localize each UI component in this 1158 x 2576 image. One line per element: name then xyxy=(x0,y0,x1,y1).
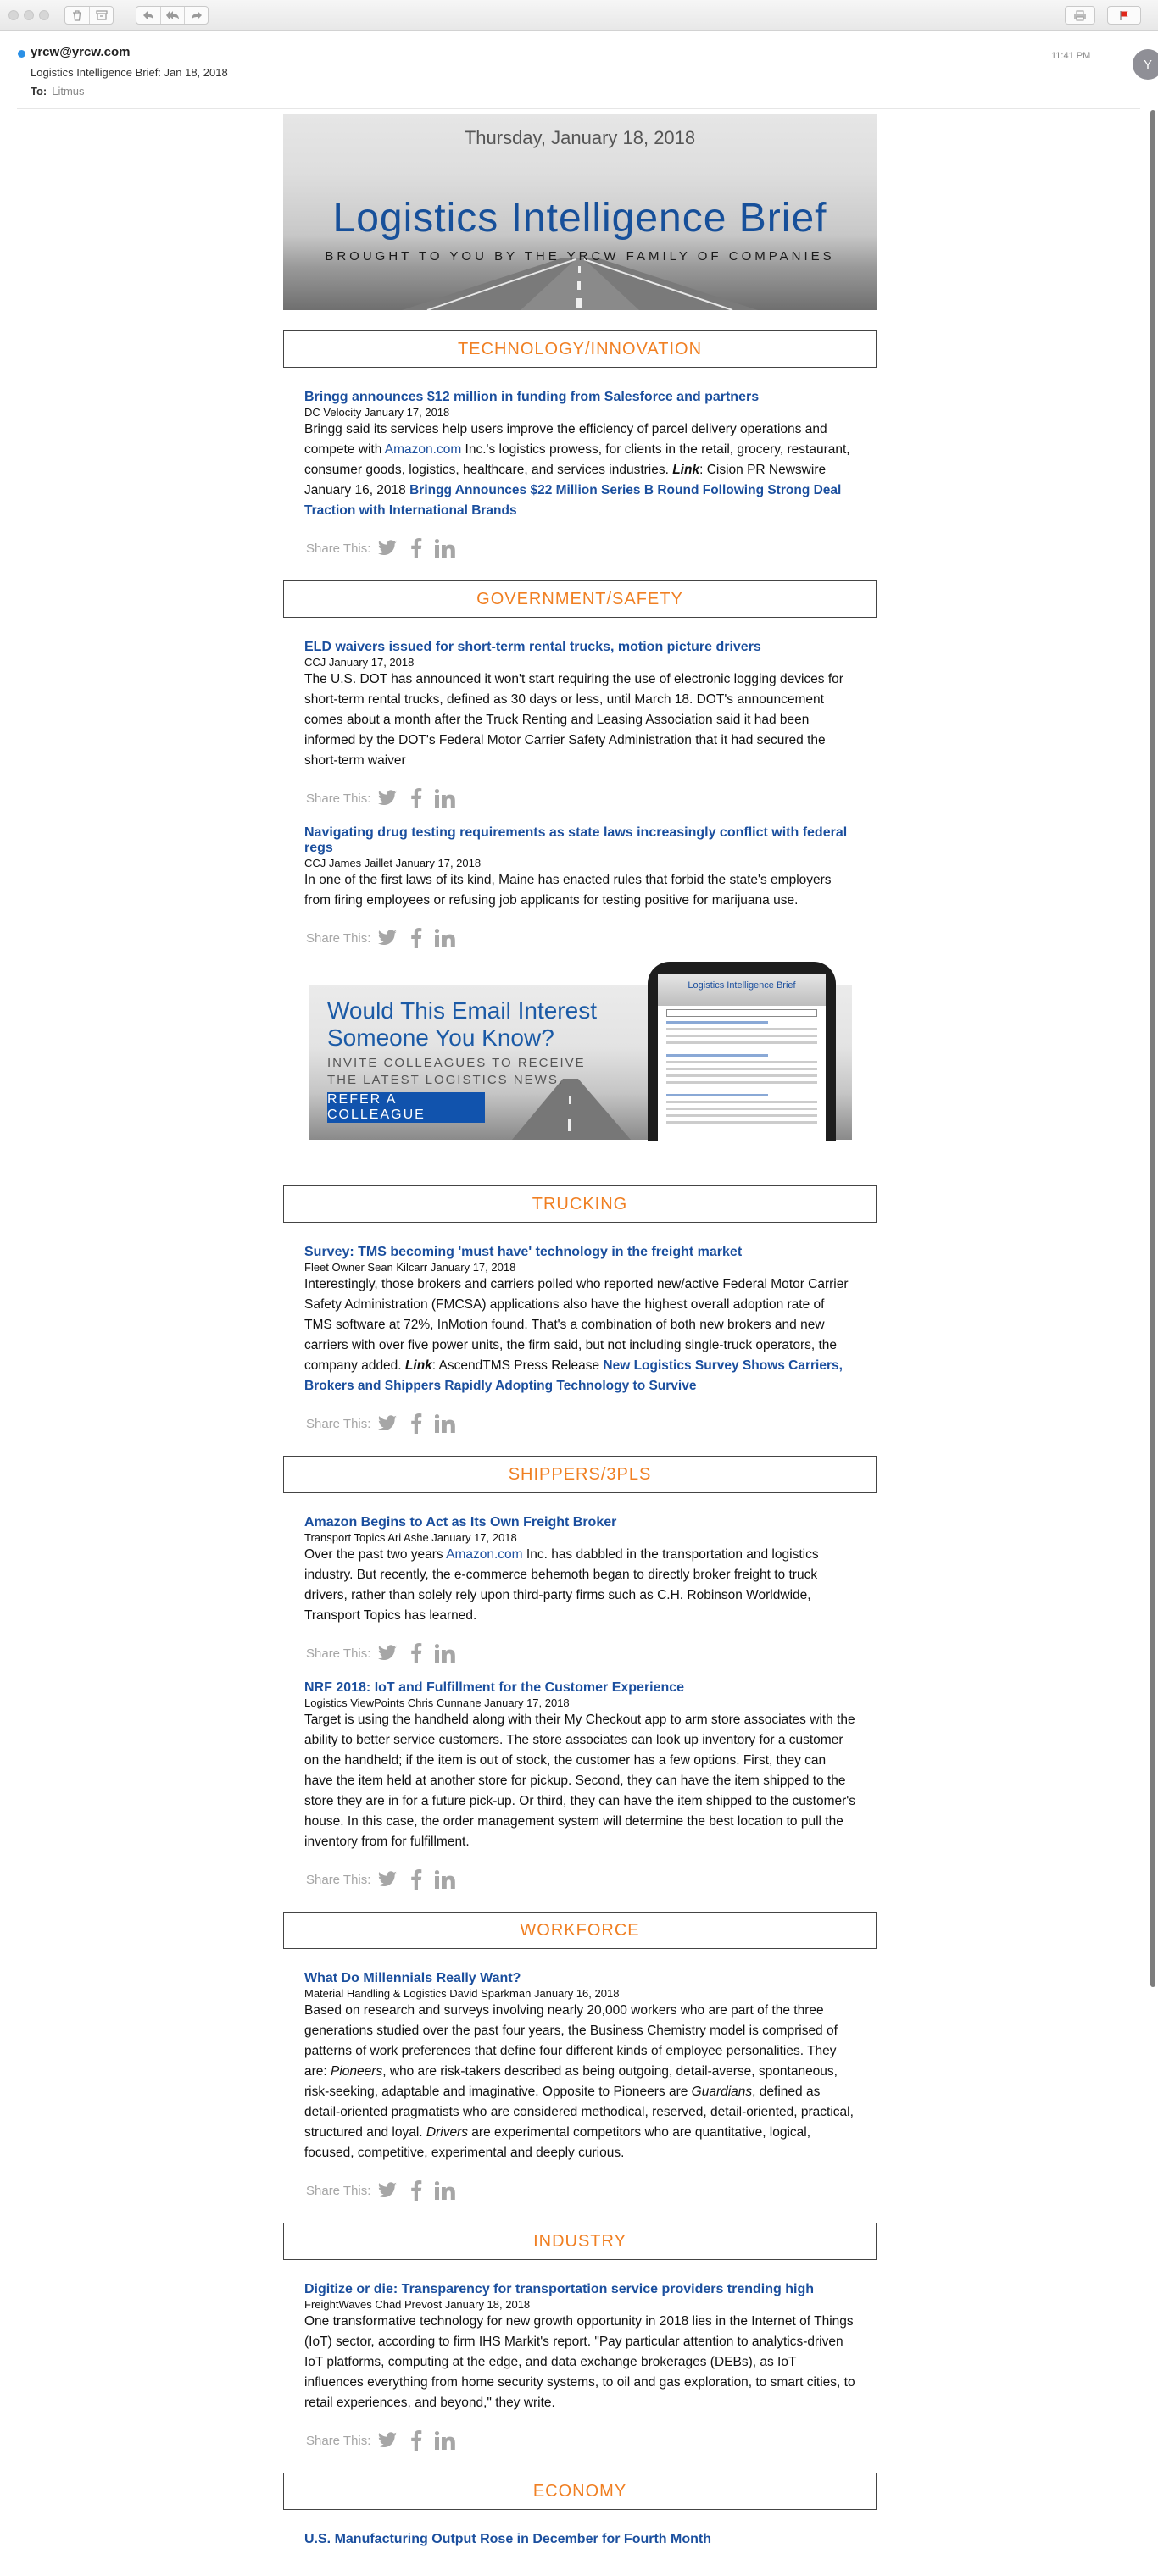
body-text: , who are risk-takers described as being outgoing, detail-averse, spontaneous, risk-seeking, adaptable and imaginative. Opposite to Pioneers are xyxy=(304,2064,838,2099)
share-bar xyxy=(304,2429,855,2452)
reply-icon[interactable] xyxy=(136,7,160,24)
facebook-icon[interactable] xyxy=(404,2179,428,2202)
article-meta: Fleet Owner Sean Kilcarr January 17, 2018 xyxy=(304,1261,516,1274)
article xyxy=(283,1680,877,1891)
twitter-icon[interactable] xyxy=(376,2179,399,2202)
section-heading-industry: INDUSTRY xyxy=(283,2223,877,2260)
newsletter xyxy=(283,114,877,2547)
twitter-icon[interactable] xyxy=(376,2429,399,2452)
article-body xyxy=(304,1545,855,1626)
article-meta: DC Velocity January 17, 2018 xyxy=(304,406,450,419)
body-text-italic: Drivers xyxy=(426,2125,468,2140)
article-body: Target is using the handheld along with their My Checkout app to arm store associates with the ability to better service customers. The store associates can look up inventory for a customer on the handheld; if the item is out of stock, the customer has a few options. First, they can have the item held at another store for pickup. Second, they can have the item shipped to the store they are in for a future pick-up. Or third, they can have the item shipped to the customer's house. In this case, the order management system will determine the best location to pull the inventory from for fulfillment. xyxy=(304,1713,855,1849)
refer-colleague-button[interactable]: REFER A COLLEAGUE xyxy=(327,1092,485,1123)
header-banner xyxy=(283,114,877,310)
message-time: 11:41 PM xyxy=(1051,51,1091,61)
phone-text-line xyxy=(666,1101,817,1103)
article xyxy=(283,390,877,560)
body-text: Bringg said its services help users improve the efficiency of parcel delivery operations and compete with xyxy=(304,422,827,457)
sender-avatar: Y xyxy=(1133,49,1158,80)
share-bar xyxy=(304,786,855,810)
promo-headline-line: Someone You Know? xyxy=(327,1024,554,1051)
road-illustration xyxy=(283,258,877,310)
article xyxy=(283,825,877,950)
section-heading-shippers: SHIPPERS/3PLS xyxy=(283,1456,877,1493)
section-heading-trucking: TRUCKING xyxy=(283,1185,877,1223)
phone-text-line xyxy=(666,1068,817,1070)
promo-subtext-line: THE LATEST LOGISTICS NEWS. xyxy=(327,1073,564,1087)
delete-archive-group xyxy=(64,6,114,25)
share-label: Share This: xyxy=(306,1872,371,1887)
archive-icon[interactable] xyxy=(89,7,113,24)
article xyxy=(283,1245,877,1435)
body-text: Inc.'s logistics prowess, for clients in the retail, grocery, restaurant, consumer goods, logistics, healthcare, and services industries. xyxy=(304,442,850,477)
share-label: Share This: xyxy=(306,1646,371,1661)
article xyxy=(283,1515,877,1665)
share-label: Share This: xyxy=(306,930,371,946)
facebook-icon[interactable] xyxy=(404,1412,428,1435)
close-window-button[interactable] xyxy=(8,10,19,20)
linkedin-icon[interactable] xyxy=(433,2429,457,2452)
toolbar xyxy=(0,0,1158,31)
promo-subtext xyxy=(327,1055,586,1089)
linkedin-icon[interactable] xyxy=(433,1641,457,1665)
article-body xyxy=(304,419,855,521)
body-text: Inc. has dabbled in the transportation and logistics industry. But recently, the e-commerce behemoth began to directly broker freight to truck drivers, rather than solely rely upon third-party firms such as C.H. Robinson Worldwide, Transport Topics has learned. xyxy=(304,1547,819,1623)
linkedin-icon[interactable] xyxy=(433,926,457,950)
linkedin-icon[interactable] xyxy=(433,536,457,560)
article-title[interactable]: Digitize or die: Transparency for transportation service providers trending high xyxy=(304,2282,815,2296)
share-label: Share This: xyxy=(306,541,371,556)
flag-icon[interactable] xyxy=(1108,7,1140,24)
phone-section-box xyxy=(666,1009,817,1017)
facebook-icon[interactable] xyxy=(404,786,428,810)
article-body xyxy=(304,2001,855,2163)
related-article-link[interactable]: Bringg Announces $22 Million Series B Round Following Strong Deal Traction with International Brands xyxy=(304,483,842,518)
print-icon[interactable] xyxy=(1066,7,1094,24)
phone-text-line xyxy=(666,1041,817,1044)
flag-group xyxy=(1107,6,1141,25)
forward-icon[interactable] xyxy=(184,7,208,24)
article xyxy=(283,2532,877,2547)
minimize-window-button[interactable] xyxy=(24,10,34,20)
article-title[interactable]: Bringg announces $12 million in funding from Salesforce and partners xyxy=(304,390,760,404)
article-title[interactable]: NRF 2018: IoT and Fulfillment for the Customer Experience xyxy=(304,1680,685,1695)
message-subject: Logistics Intelligence Brief: Jan 18, 2018 xyxy=(31,66,228,79)
phone-banner-title: Logistics Intelligence Brief xyxy=(688,980,796,991)
body-text: Over the past two years xyxy=(304,1547,447,1562)
section-heading-government: GOVERNMENT/SAFETY xyxy=(283,580,877,618)
scrollbar-thumb[interactable] xyxy=(1150,110,1155,1987)
recipient-line xyxy=(31,85,85,97)
phone-text-line xyxy=(666,1035,817,1037)
phone-text-line xyxy=(666,1028,817,1030)
phone-text-line xyxy=(666,1094,768,1096)
article xyxy=(283,2282,877,2452)
article xyxy=(283,640,877,810)
unread-indicator xyxy=(18,50,25,58)
share-bar xyxy=(304,1868,855,1891)
phone-screen xyxy=(658,974,826,1141)
trash-icon[interactable] xyxy=(65,7,89,24)
link-label: Link xyxy=(672,463,700,477)
phone-text-line xyxy=(666,1061,817,1063)
promo-subtext-line: INVITE COLLEAGUES TO RECEIVE xyxy=(327,1056,586,1070)
phone-text-line xyxy=(666,1074,817,1077)
facebook-icon[interactable] xyxy=(404,1868,428,1891)
linkedin-icon[interactable] xyxy=(433,1412,457,1435)
article-title[interactable]: What Do Millennials Really Want? xyxy=(304,1971,521,1985)
article-body: One transformative technology for new growth opportunity in 2018 lies in the Internet of Things (IoT) sector, according to firm IHS Markit's report. "Pay particular attention to analytics-driven IoT platforms, computing at the edge, and data exchange brokerages (DEBs), as IoT influences everything from home security systems, to oil and gas exploration, to smart cities, to retail experiences, and beyond," they write. xyxy=(304,2314,855,2410)
twitter-icon[interactable] xyxy=(376,1868,399,1891)
article-meta: Logistics ViewPoints Chris Cunnane January 17, 2018 xyxy=(304,1696,570,1709)
share-label: Share This: xyxy=(306,791,371,806)
print-group xyxy=(1065,6,1095,25)
share-label: Share This: xyxy=(306,2433,371,2448)
facebook-icon[interactable] xyxy=(404,1641,428,1665)
section-heading-technology: TECHNOLOGY/INNOVATION xyxy=(283,330,877,368)
article-title[interactable]: Amazon Begins to Act as Its Own Freight Broker xyxy=(304,1515,617,1530)
phone-text-line xyxy=(666,1121,817,1124)
promo-headline xyxy=(327,997,597,1052)
banner-title: Logistics Intelligence Brief xyxy=(332,196,827,241)
article-body: The U.S. DOT has announced it won't start requiring the use of electronic logging devices for short-term rental trucks, defined as 30 days or less, until March 18. DOT's announcement comes about a month after the Truck Renting and Leasing Association said it had been informed by the DOT's Federal Motor Carrier Safety Administration that it had secured the short-term waiver xyxy=(304,672,843,768)
article-meta: Transport Topics Ari Ashe January 17, 2018 xyxy=(304,1531,517,1544)
article xyxy=(283,1971,877,2202)
facebook-icon[interactable] xyxy=(404,926,428,950)
article-meta: CCJ James Jaillet January 17, 2018 xyxy=(304,857,482,869)
article-title[interactable]: Survey: TMS becoming 'must have' technology in the freight market xyxy=(304,1245,743,1259)
share-label: Share This: xyxy=(306,1416,371,1431)
to-label: To: xyxy=(31,85,47,97)
article-title[interactable]: Navigating drug testing requirements as state laws increasingly conflict with federal regs xyxy=(304,825,848,855)
phone-text-line xyxy=(666,1081,817,1084)
twitter-icon[interactable] xyxy=(376,1641,399,1665)
body-text: Based on research and surveys involving nearly 20,000 workers who are part of the three generations studied over the past four years, the Business Chemistry model is comprised of patterns of work preferences that define four different kinds of employee personalities. They are: xyxy=(304,2003,838,2079)
body-text: are experimental competitors who are quantitative, logical, focused, competitive, experimental and deeply curious. xyxy=(304,2125,811,2160)
linkedin-icon[interactable] xyxy=(433,1868,457,1891)
twitter-icon[interactable] xyxy=(376,1412,399,1435)
article-title[interactable]: U.S. Manufacturing Output Rose in December for Fourth Month xyxy=(304,2532,711,2546)
recipient-name[interactable]: Litmus xyxy=(52,85,85,97)
link-label: Link xyxy=(404,1358,432,1373)
sender-address[interactable]: yrcw@yrcw.com xyxy=(31,45,131,59)
amazon-link[interactable]: Amazon.com xyxy=(446,1547,523,1562)
phone-text-line xyxy=(666,1054,768,1057)
body-text: , defined as detail-oriented pragmatists who are considered methodical, reserved, detail-oriented, practical, structured and loyal. xyxy=(304,2085,854,2140)
zoom-window-button[interactable] xyxy=(39,10,49,20)
banner-tagline: BROUGHT TO YOU BY THE YRCW FAMILY OF COMPANIES xyxy=(325,249,835,264)
share-bar xyxy=(304,1641,855,1665)
linkedin-icon[interactable] xyxy=(433,786,457,810)
header-divider xyxy=(17,108,1140,109)
reply-group xyxy=(136,6,209,25)
body-text: : AscendTMS Press Release xyxy=(431,1358,604,1373)
facebook-icon[interactable] xyxy=(404,536,428,560)
refer-colleague-promo xyxy=(309,980,852,1140)
phone-mockup xyxy=(648,962,836,1141)
section-heading-economy: ECONOMY xyxy=(283,2473,877,2510)
amazon-link[interactable]: Amazon.com xyxy=(384,442,462,457)
article-meta: FreightWaves Chad Prevost January 18, 2018 xyxy=(304,2298,531,2311)
banner-date: Thursday, January 18, 2018 xyxy=(464,127,696,148)
share-bar xyxy=(304,536,855,560)
share-bar xyxy=(304,2179,855,2202)
linkedin-icon[interactable] xyxy=(433,2179,457,2202)
body-text: Interestingly, those brokers and carriers polled who reported new/active Federal Motor Carrier Safety Administration (FMCSA) applications also have the highest overall adoption rate of TMS software at 72%, InMotion found. That's a combination of both new brokers and new carriers with over five power units, the firm said, but not including single-truck operators, the company added. xyxy=(304,1277,849,1373)
article-title[interactable]: ELD waivers issued for short-term rental trucks, motion picture drivers xyxy=(304,640,761,654)
article-body xyxy=(304,1274,855,1396)
section-heading-workforce: WORKFORCE xyxy=(283,1912,877,1949)
article-meta: CCJ January 17, 2018 xyxy=(304,656,415,669)
share-bar xyxy=(304,926,855,950)
phone-text-line xyxy=(666,1114,817,1117)
twitter-icon[interactable] xyxy=(376,926,399,950)
promo-headline-line: Would This Email Interest xyxy=(327,997,597,1024)
reply-all-icon[interactable] xyxy=(160,7,184,24)
related-article-link[interactable]: New Logistics Survey Shows Carriers, Brokers and Shippers Rapidly Adopting Technology to Survive xyxy=(304,1358,843,1393)
phone-banner xyxy=(658,974,826,1006)
facebook-icon[interactable] xyxy=(404,2429,428,2452)
article-body: In one of the first laws of its kind, Maine has enacted rules that forbid the state's employers from firing employees or refusing job applicants for testing positive for marijuana use. xyxy=(304,873,832,908)
article-meta: Material Handling & Logistics David Sparkman January 16, 2018 xyxy=(304,1987,620,2000)
body-text-italic: Guardians xyxy=(691,2085,753,2099)
twitter-icon[interactable] xyxy=(376,786,399,810)
body-text-italic: Pioneers xyxy=(331,2064,383,2079)
twitter-icon[interactable] xyxy=(376,536,399,560)
phone-text-line xyxy=(666,1021,768,1024)
share-label: Share This: xyxy=(306,2183,371,2198)
share-bar xyxy=(304,1412,855,1435)
body-text: : Cision PR Newswire January 16, 2018 xyxy=(304,463,827,497)
phone-text-line xyxy=(666,1108,817,1110)
